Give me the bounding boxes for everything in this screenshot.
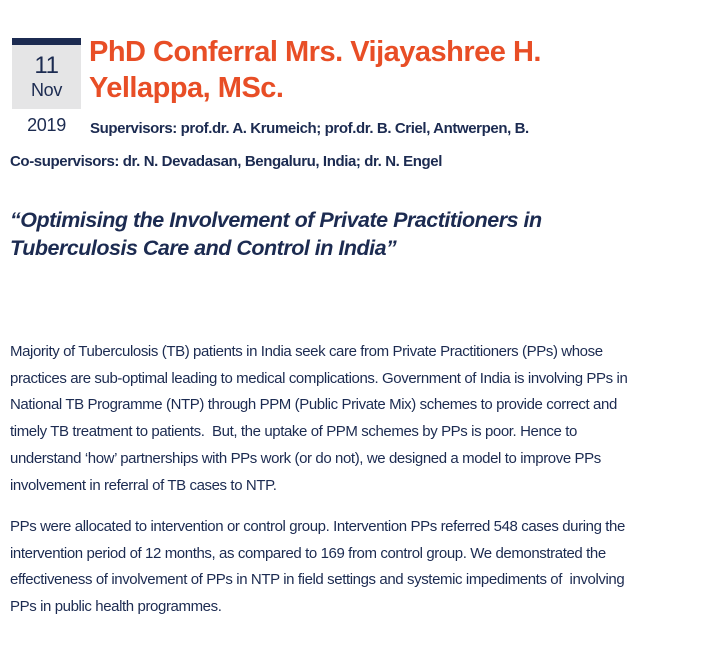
date-badge-top-bar [12,38,81,45]
date-day: 11 [34,52,59,79]
date-month: Nov [30,80,63,100]
date-year: 2019 [27,115,66,135]
thesis-title: “Optimising the Involvement of Private Practitioners in Tuberculosis Care and Control in India” [10,208,542,260]
event-date-badge [12,38,81,135]
supervisors-line: Supervisors: prof.dr. A. Krumeich; prof.dr. B. Criel, Antwerpen, B. [90,120,529,137]
page-title: PhD Conferral Mrs. Vijayashree H. Yellappa, MSc. [89,36,541,104]
co-supervisors-line: Co-supervisors: dr. N. Devadasan, Bengaluru, India; dr. N. Engel [10,153,443,170]
abstract-paragraph-2: PPs were allocated to intervention or control group. Intervention PPs referred 548 cases during the intervention period of 12 months, as compared to 169 from control group. We demonstrated the effectiveness of involvement of PPs in NTP in field settings and systemic impediments of involving PPs in public health programmes. [10,518,625,616]
abstract-paragraph-1: Majority of Tuberculosis (TB) patients in India seek care from Private Practitioners (PPs) whose practices are sub-optimal leading to medical complications. Government of India is involving PPs in National TB Programme (NTP) through PPM (Public Private Mix) schemes to provide correct and timely TB treatment to patients. But, the uptake of PPM schemes by PPs is poor. Hence to understand ‘how’ partnerships with PPs work (or do not), we designed a model to improve PPs involvement in referral of TB cases to NTP. [10,343,628,494]
date-badge-box [12,45,81,109]
